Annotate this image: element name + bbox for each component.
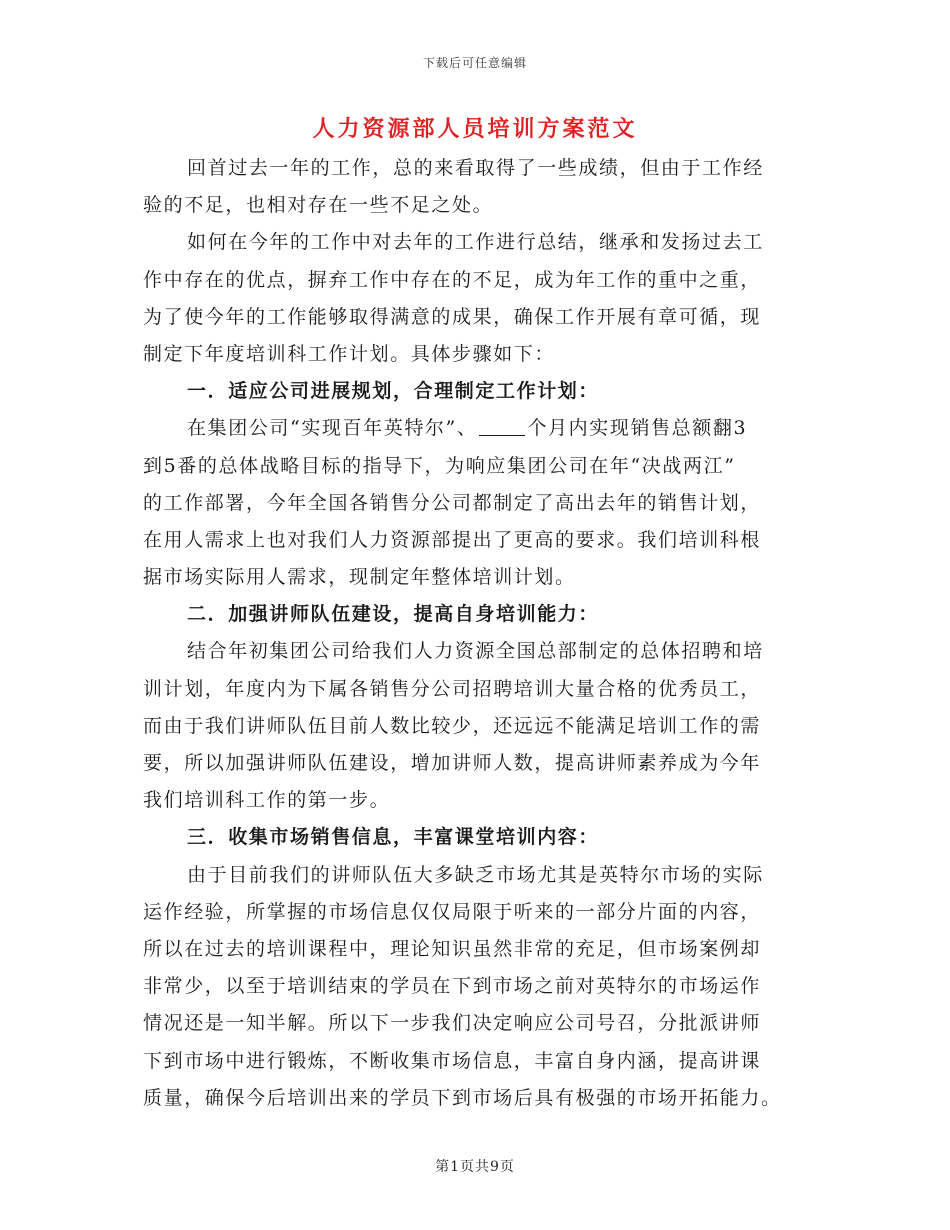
section-heading-2: 二．加强讲师队伍建设，提高自身培训能力： bbox=[187, 603, 600, 626]
paragraph-text: 个月内实现销售总额翻3 bbox=[527, 417, 748, 440]
paragraph-line: 据市场实际用人需求，现制定年整体培训计划。 bbox=[143, 566, 576, 589]
fill-in-blank bbox=[479, 417, 525, 436]
paragraph-line: 为了使今年的工作能够取得满意的成果，确保工作开展有章可循，现 bbox=[143, 305, 762, 328]
paragraph-line: 在用人需求上也对我们人力资源部提出了更高的要求。我们培训科根 bbox=[143, 528, 762, 551]
paragraph-line: 作中存在的优点，摒弃工作中存在的不足，成为年工作的重中之重， bbox=[143, 268, 762, 291]
paragraph-line: 情况还是一知半解。所以下一步我们决定响应公司号召，分批派讲师 bbox=[143, 1012, 762, 1035]
paragraph-line bbox=[143, 410, 808, 447]
paragraph-line: 质量，确保今后培训出来的学员下到市场后具有极强的市场开拓能力。 bbox=[143, 1086, 782, 1109]
paragraph-line: 运作经验，所掌握的市场信息仅仅局限于听来的一部分片面的内容， bbox=[143, 900, 762, 923]
section-heading-1: 一．适应公司进展规划，合理制定工作计划： bbox=[187, 380, 600, 403]
paragraph-line: 所以在过去的培训课程中，理论知识虽然非常的充足，但市场案例却 bbox=[143, 937, 762, 960]
paragraph-line: 到5番的总体战略目标的指导下，为响应集团公司在年“决战两江” bbox=[143, 454, 736, 477]
paragraph-text: 在集团公司“实现百年英特尔”、 bbox=[187, 417, 478, 440]
paragraph-line: 而由于我们讲师队伍目前人数比较少，还远远不能满足培训工作的需 bbox=[143, 714, 762, 737]
paragraph-line: 的工作部署，今年全国各销售分公司都制定了高出去年的销售计划， bbox=[143, 491, 762, 514]
paragraph-line: 非常少，以至于培训结束的学员在下到市场之前对英特尔的市场运作 bbox=[143, 975, 762, 998]
header-note: 下载后可任意编辑 bbox=[422, 56, 527, 70]
paragraph-line: 如何在今年的工作中对去年的工作进行总结，继承和发扬过去工 bbox=[187, 231, 764, 254]
paragraph-line: 结合年初集团公司给我们人力资源全国总部制定的总体招聘和培 bbox=[187, 640, 764, 663]
paragraph-line: 下到市场中进行锻炼，不断收集市场信息，丰富自身内涵，提高讲课 bbox=[143, 1049, 762, 1072]
document-title: 人力资源部人员培训方案范文 bbox=[312, 116, 638, 142]
paragraph-line: 我们培训科工作的第一步。 bbox=[143, 789, 391, 812]
paragraph-line: 回首过去一年的工作，总的来看取得了一些成绩，但由于工作经 bbox=[187, 157, 764, 179]
paragraph-line: 由于目前我们的讲师队伍大多缺乏市场尤其是英特尔市场的实际 bbox=[187, 863, 764, 886]
document-body bbox=[143, 150, 808, 1117]
paragraph-line: 验的不足，也相对存在一些不足之处。 bbox=[143, 194, 494, 217]
section-heading-3: 三．收集市场销售信息，丰富课堂培训内容： bbox=[187, 826, 600, 849]
paragraph-line: 制定下年度培训科工作计划。具体步骤如下： bbox=[143, 342, 556, 365]
paragraph-line: 要，所以加强讲师队伍建设，增加讲师人数，提高讲师素养成为今年 bbox=[143, 752, 762, 774]
paragraph-line: 训计划，年度内为下属各销售分公司招聘培训大量合格的优秀员工， bbox=[143, 677, 762, 700]
page-number-footer: 第1页共9页 bbox=[435, 1159, 515, 1175]
